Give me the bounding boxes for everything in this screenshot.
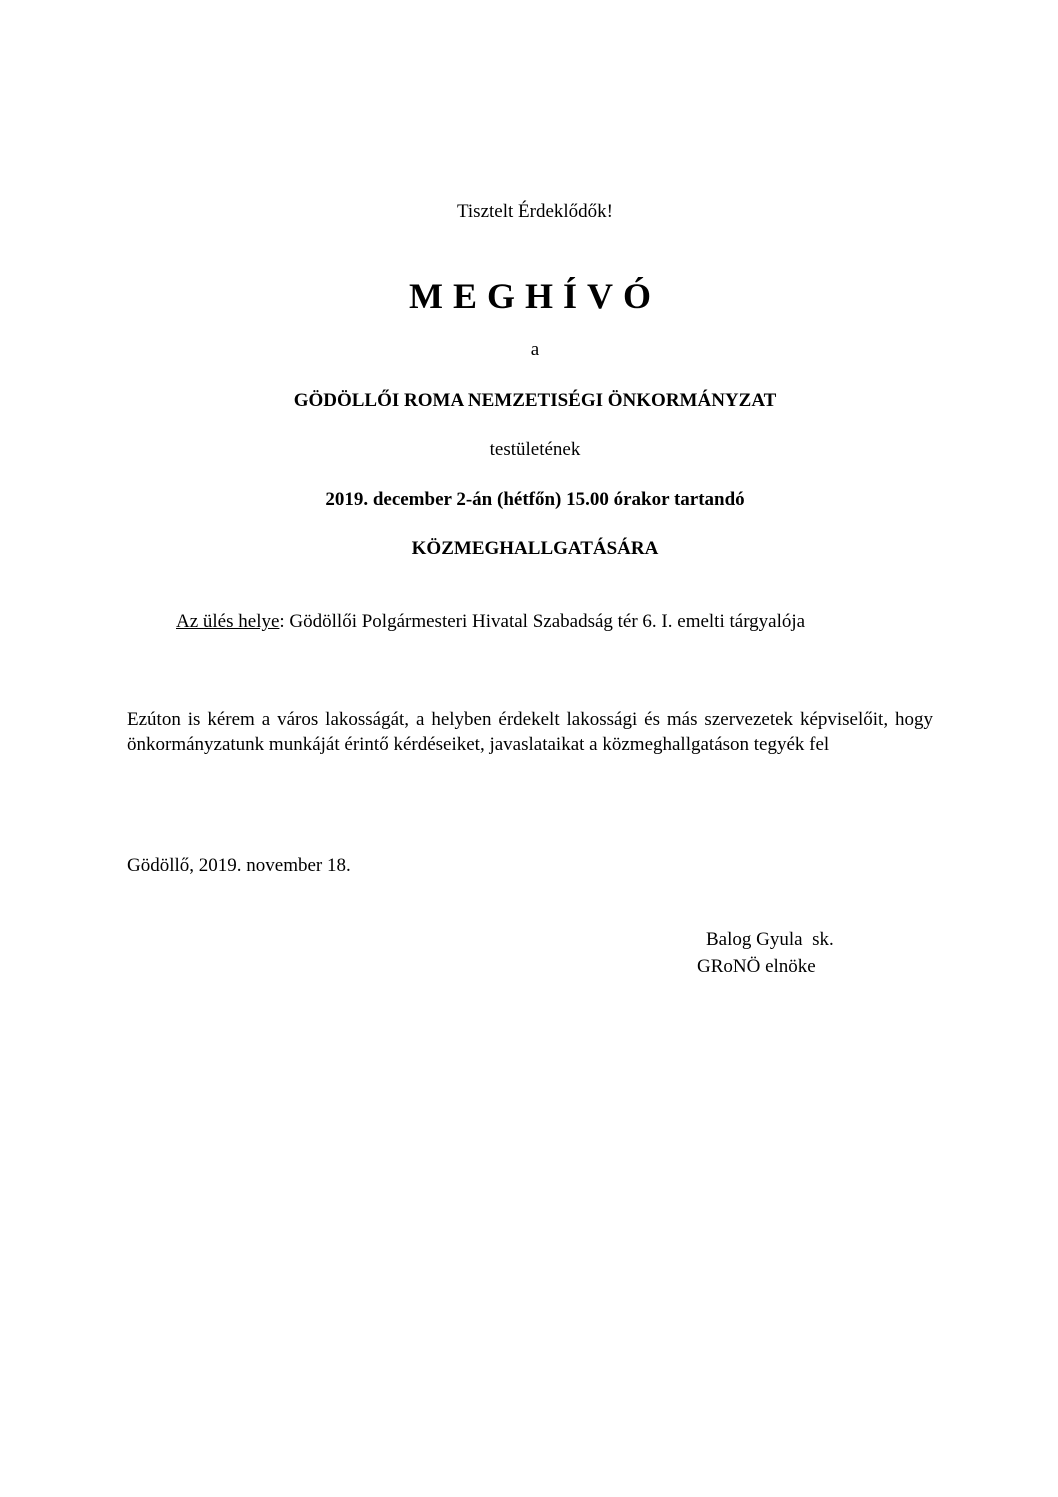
document-title: MEGHÍVÓ [408,276,661,316]
signature-name: Balog Gyula sk. [706,929,834,950]
location-value: : Gödöllői Polgármesteri Hivatal Szabadság tér 6. I. emelti tárgyalója [279,611,806,632]
greeting: Tisztelt Érdeklődők! [456,201,614,222]
body-of: testületének [489,439,581,460]
signature-title: GRoNÖ elnöke [697,956,816,977]
event-name: KÖZMEGHALLGATÁSÁRA [411,538,659,559]
preposition: a [530,339,540,360]
invitation-paragraph: Ezúton is kérem a város lakosságát, a helyben érdekelt lakossági és más szervezetek képviselőit, hogy önkormányzatunk munkáját érintő kérdéseiket, javaslataikat a közmeghallgatáson tegyék fel [127,709,933,755]
location-line [176,610,805,634]
location-label: Az ülés helye [176,611,280,632]
organization-name: GÖDÖLLŐI ROMA NEMZETISÉGI ÖNKORMÁNYZAT [293,390,777,411]
place-date: Gödöllő, 2019. november 18. [127,855,351,876]
event-datetime: 2019. december 2-án (hétfőn) 15.00 órakor tartandó [325,489,745,510]
